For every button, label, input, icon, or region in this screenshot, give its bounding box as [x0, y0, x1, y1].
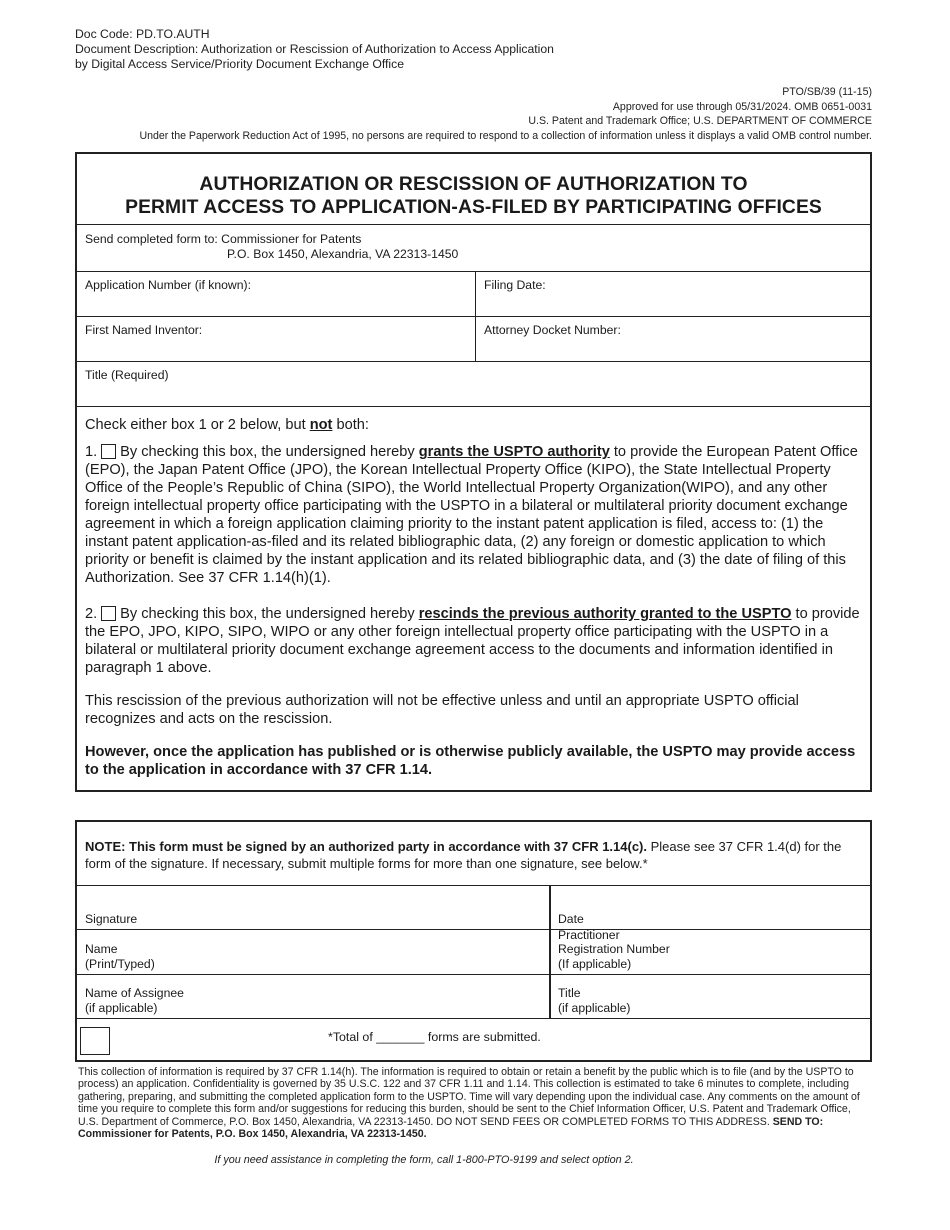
rescind-authority-checkbox[interactable] — [101, 606, 116, 621]
doc-description-line2: by Digital Access Service/Priority Document Exchange Office — [75, 57, 404, 71]
date-field[interactable]: Date — [558, 911, 584, 926]
instructions — [85, 416, 865, 779]
title-required-label: Title (Required) — [85, 368, 169, 382]
signature-box — [75, 820, 872, 1062]
practitioner-registration-field[interactable]: Practitioner Registration Number (If applicable) — [558, 927, 670, 971]
multiple-forms-checkbox[interactable] — [80, 1027, 110, 1055]
paragraph-grant: 1. By checking this box, the undersigned hereby grants the USPTO authority to provide the European Patent Office (EPO), the Japan Patent Office (JPO), the Korean Intellectual Property Office (KIPO), the State Intellectual Property Office of the People’s Republic of China (SIPO), the World Intellectual Property Organization(WIPO), and any other foreign intellectual property office participating with the USPTO in a bilateral or multilateral priority document exchange agreement in which a foreign application claiming priority to the instant patent application is filed, access to: (1) the instant patent application-as-filed and its related bibliographic data, (2) any foreign or domestic application to which priority or benefit is claimed by the instant application and its related bibliographic data, and (3) the date of filing of this Authorization. See 37 CFR 1.14(h)(1). — [85, 444, 858, 586]
assignee-field[interactable]: Name of Assignee (if applicable) — [85, 986, 184, 1015]
application-number-label: Application Number (if known): — [85, 278, 251, 292]
attorney-docket-label: Attorney Docket Number: — [484, 323, 621, 337]
form-identification — [139, 85, 872, 143]
doc-code: Doc Code: PD.TO.AUTH — [75, 27, 210, 41]
signature-note — [85, 838, 865, 872]
first-named-inventor-label: First Named Inventor: — [85, 323, 203, 337]
check-instruction: Check either box 1 or 2 below, but not both: — [85, 417, 369, 433]
application-row — [77, 272, 870, 317]
name-field[interactable]: Name (Print/Typed) — [85, 942, 155, 971]
burden-statement: This collection of information is required by 37 CFR 1.14(h). The information is required to obtain or retain a benefit by the public which is to file (and by the USPTO to process) an application. Confidentiality is governed by 35 U.S.C. 122 and 37 CFR 1.11 and 1.14. This collection is estimated to take 6 minutes to complete, including gathering, preparing, and submitting the completed application form to the USPTO. Time will vary depending upon the individual case. Any comments on the amount of time you require to complete this form and/or suggestions for reducing this burden, should be sent to the Chief Information Officer, U.S. Patent and Trademark Office, U.S. Department of Commerce, P.O. Box 1450, Alexandria, VA 22313-1450. DO NOT SEND FEES OR COMPLETED FORMS TO THIS ADDRESS. SEND TO: Commissioner for Patents, P.O. Box 1450, Alexandria, VA 22313-1450. — [78, 1066, 860, 1141]
assignee-title-field[interactable]: Title (if applicable) — [558, 986, 631, 1015]
burden-send-to: SEND TO: Commissioner for Patents, P.O. Box 1450, Alexandria, VA 22313-1450. — [78, 1115, 824, 1141]
attorney-docket-field[interactable] — [475, 317, 870, 361]
document-header — [75, 27, 554, 72]
total-forms-text: *Total of _______ forms are submitted. — [328, 1030, 541, 1044]
grant-authority-checkbox[interactable] — [101, 444, 116, 459]
assignee-row — [77, 975, 870, 1019]
signature-field[interactable]: Signature — [85, 911, 138, 926]
form-title — [77, 154, 870, 225]
paragraph-rescind: 2. By checking this box, the undersigned hereby rescinds the previous authority granted to the USPTO to provide the EPO, JPO, KIPO, SIPO, WIPO or any other foreign intellectual property office participating with the USPTO in a bilateral or multilateral priority document exchange agreement access to the documents and information identified in paragraph 1 above. — [85, 606, 860, 676]
send-to-line2: P.O. Box 1450, Alexandria, VA 22313-1450 — [227, 247, 459, 261]
filing-date-label: Filing Date: — [484, 278, 546, 292]
signature-row — [77, 886, 870, 930]
form-number: PTO/SB/39 (11-15) — [782, 86, 872, 98]
grant-emphasis: grants the USPTO authority — [418, 444, 610, 460]
total-forms-row — [77, 1018, 870, 1060]
first-named-inventor-field[interactable] — [77, 317, 475, 361]
title-required-field[interactable] — [77, 362, 870, 406]
application-number-field[interactable] — [77, 272, 475, 316]
not-emphasis: not — [309, 417, 333, 433]
send-to-address — [77, 225, 870, 272]
name-row — [77, 927, 870, 975]
signature-note-bold: NOTE: This form must be signed by an authorized party in accordance with 37 CFR 1.14(c). — [85, 839, 647, 854]
form-title-line2: PERMIT ACCESS TO APPLICATION-AS-FILED BY PARTICIPATING OFFICES — [125, 197, 822, 218]
filing-date-field[interactable] — [475, 272, 870, 316]
rescind-emphasis: rescinds the previous authority granted to the USPTO — [418, 606, 792, 622]
send-to-line1: Send completed form to: Commissioner for Patents — [85, 232, 362, 246]
doc-description-line1: Document Description: Authorization or Rescission of Authorization to Access Application — [75, 42, 554, 56]
signature-note-rest: Please see 37 CFR 1.4(d) for the form of the signature. If necessary, submit multiple forms for more than one signature, see below.* — [85, 839, 842, 871]
paragraph-rescission-effect: This rescission of the previous authorization will not be effective unless and until an appropriate USPTO official recognizes and acts on the rescission. — [85, 693, 799, 727]
assistance-line: If you need assistance in completing the form, call 1-800-PTO-9199 and select option 2. — [214, 1154, 634, 1166]
paragraph-publication-notice: However, once the application has published or is otherwise publicly available, the USPTO may provide access to the application in accordance with 37 CFR 1.14. — [85, 744, 856, 778]
paperwork-notice: Under the Paperwork Reduction Act of 1995, no persons are required to respond to a collection of information unless it displays a valid OMB control number. — [139, 129, 872, 142]
main-form-box — [75, 152, 872, 792]
title-row — [77, 362, 870, 407]
omb-approval: Approved for use through 05/31/2024. OMB 0651-0031 — [612, 100, 872, 113]
form-title-line1: AUTHORIZATION OR RESCISSION OF AUTHORIZATION TO — [199, 174, 748, 195]
signature-grid — [77, 885, 870, 1018]
inventor-row — [77, 317, 870, 362]
agency-name: U.S. Patent and Trademark Office; U.S. DEPARTMENT OF COMMERCE — [528, 115, 872, 127]
